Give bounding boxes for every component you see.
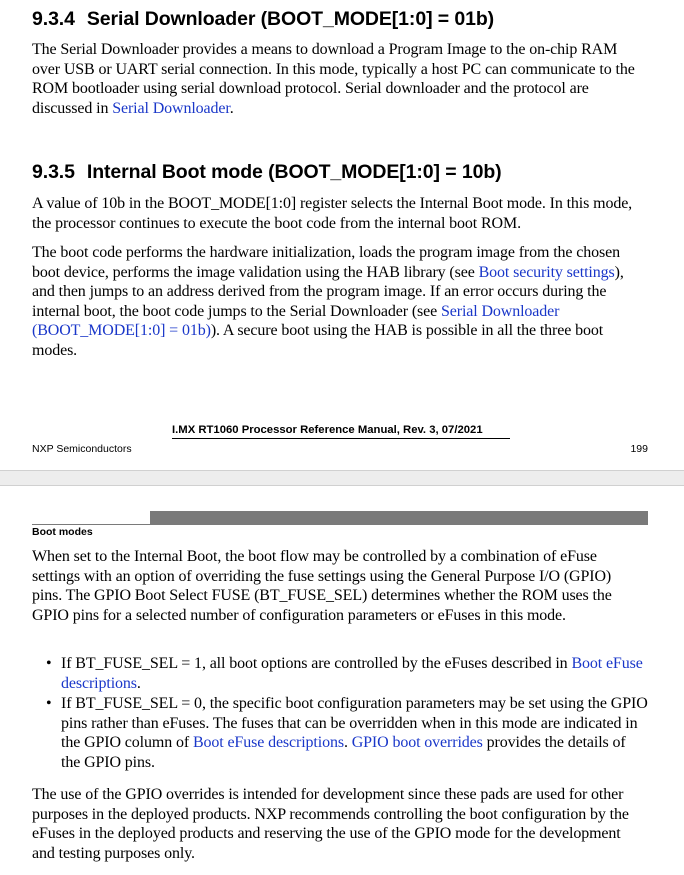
link-boot-security-settings[interactable]: Boot security settings [478,263,615,281]
link-boot-efuse-descriptions[interactable]: Boot eFuse descriptions [61,655,643,692]
paragraph-text: The Serial Downloader provides a means to download a Program Image to the on-chip RAM over USB or UART serial connection. In this mode, typically a host PC can communicate to the ROM bootloader using serial download protocol. Serial downloader and the protocol are discussed in [32,41,635,117]
list-item-text: If BT_FUSE_SEL = 1, all boot options are controlled by the eFuses described in [61,655,572,672]
paragraph-text: ), and then jumps to an address derived from the program image. If an error occurs during the internal boot, the boot code jumps to the Serial Downloader (see [32,263,624,320]
paragraph-text: The boot code performs the hardware initialization, loads the program image from the chosen boot device, performs the image validation using the HAB library (see [32,244,620,281]
footer-company: NXP Semiconductors [32,443,132,455]
footer-divider [172,438,510,439]
list-item [32,654,648,693]
page-200 [0,486,684,875]
bullet-icon: • [46,655,52,672]
link-serial-downloader[interactable]: Serial Downloader [112,99,230,117]
serial-downloader-paragraph [32,40,642,118]
bullet-icon: • [46,695,52,713]
footer-page-number: 199 [630,443,648,455]
gpio-overrides-paragraph: The use of the GPIO overrides is intended for development since these pads are used for other purposes in the deployed products. NXP recommends controlling the boot configuration by the eFuses in the deployed products and reserving the use of the GPIO mode for the development and testing purposes only. [32,786,629,862]
list-item-text: If BT_FUSE_SEL = 0, the specific boot configuration parameters may be set using the GPIO pins rather than eFuses. The fuses that can be overridden when in this mode are indicated in the GPIO column of [61,695,648,752]
list-item-text: . [343,734,352,752]
bt-fuse-sel-list [32,654,648,773]
paragraph-text: ). A secure boot using the HAB is possible in all the three boot modes. [32,322,604,359]
running-header-boot-modes: Boot modes [32,526,93,538]
internal-boot-paragraph-2 [32,243,642,361]
section-number: 9.3.4 [32,8,75,30]
header-bar [150,511,648,524]
section-title: Internal Boot mode (BOOT_MODE[1:0] = 10b) [86,161,502,183]
link-gpio-boot-overrides[interactable]: GPIO boot overrides [351,734,483,752]
boot-flow-paragraph: When set to the Internal Boot, the boot flow may be controlled by a combination of eFuse settings with an option of overriding the fuse settings using the General Purpose I/O (GPIO) pins. The GPIO Boot Select FUSE (BT_FUSE_SEL) determines whether the ROM uses the GPIO pins for a selected number of configuration parameters or eFuses in this mode. [32,548,612,624]
list-item [32,694,648,772]
footer-manual-title: I.MX RT1060 Processor Reference Manual, Rev. 3, 07/2021 [172,424,483,436]
page-separator [0,470,684,486]
paragraph-end: . [229,99,234,117]
section-heading-9-3-4 [32,8,494,31]
link-boot-efuse-descriptions[interactable]: Boot eFuse descriptions [192,734,344,752]
internal-boot-paragraph-1: A value of 10b in the BOOT_MODE[1:0] register selects the Internal Boot mode. In this mode, the processor continues to execute the boot code from the internal boot ROM. [32,195,633,232]
section-title: Serial Downloader (BOOT_MODE[1:0] = 01b) [86,8,495,30]
list-item-end: provides the details of the GPIO pins. [61,734,626,771]
link-serial-downloader-boot-mode[interactable]: Serial Downloader (BOOT_MODE[1:0] = 01b) [32,302,560,340]
section-heading-9-3-5 [32,161,502,184]
header-divider [32,524,648,525]
list-item-end: . [136,674,141,692]
section-number: 9.3.5 [32,161,75,183]
